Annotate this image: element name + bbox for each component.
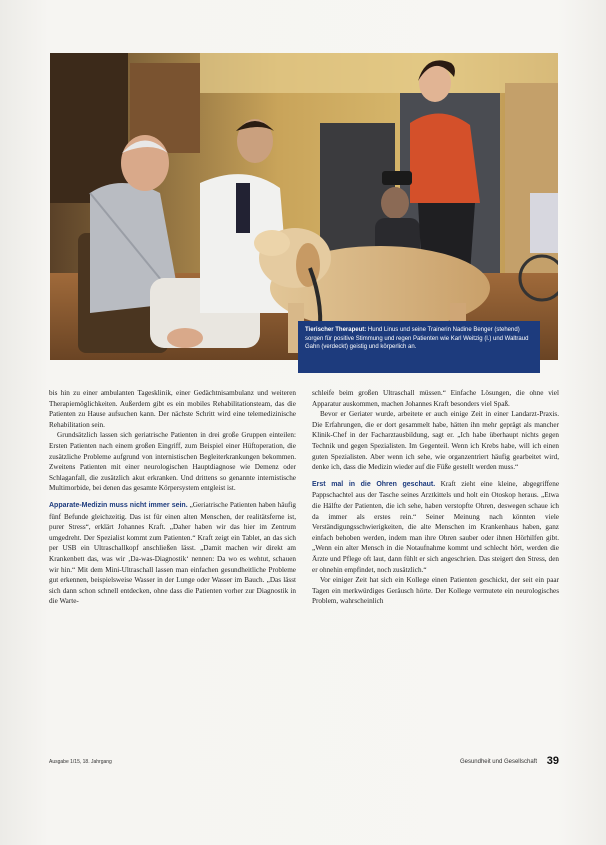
page-footer [49, 755, 559, 771]
page-number: 39 [546, 755, 559, 767]
paragraph: bis hin zu einer ambulanten Tagesklinik, einer Gedächtnisambulanz und weiteren Therapiemöglichkeiten. Außerdem gibt es ein mobiles Rehabilitationsteam, das die Patienten zu Hause aufsuchen kann. Der nächste Schritt wird eine telemedizinische Rehabilitation sein. [49, 389, 296, 429]
section-heading: Apparate-Medizin muss nicht immer sein. [49, 501, 188, 509]
section-heading: Erst mal in die Ohren geschaut. [312, 480, 436, 488]
issue-info: Ausgabe 1/15, 18. Jahrgang [49, 759, 112, 765]
caption-head: Tierischer Therapeut: [305, 327, 367, 333]
caption-text: Hund Linus und seine Trainerin Nadine Benger (stehend) sorgen für positive Stimmung und regen Patienten wie Karl Weitzig (l.) und Waltraud Gahn (verdeckt) geistig und körperlich an. [305, 327, 529, 351]
article-photo [50, 53, 558, 360]
paragraph: Grundsätzlich lassen sich geriatrische Patienten in drei große Gruppen einteilen: Ersten Patienten nach einem großen Eingriff, zum Beispiel einer Hüftoperation, die zusätzliche Probleme aufgrund von internistischen Begleiterkrankungen bekommen. Zweitens Patienten mit einer neurologischen Hauptdiagnose wie Demenz oder Schlaganfall, die zusätzlich akut erkranken. Und drittens so genannte internistische Multimorbide, bei denen das gesamte Körpersystem entgleist ist. [49, 431, 296, 493]
paragraph: Vor einiger Zeit hat sich ein Kollege einen Patienten geschickt, der seit ein paar Tagen ein merkwürdiges Geräusch hörte. Der Kollege vermutete ein neurologisches Problem, wahrscheinlich [312, 576, 559, 606]
paragraph: Bevor er Geriater wurde, arbeitete er auch einige Zeit in einer Landarzt-Praxis. Die Erfahrungen, die er dort gesammelt habe, hätten ihn mehr geprägt als mancher Klinik-Chef in der Facharztausbildung, sagt er. „Ich habe überhaupt nichts gegen Technik und gegen Spezialisten. Im Gegenteil. Wenn ich Krebs habe, will ich einen guten Spezialisten. Aber wenn ich sehe, wie organzentriert häufig gearbeitet wird, denke ich, dass die Medizin wieder auf die Füße gestellt werden muss.“ [312, 410, 559, 472]
section-rubric: Gesundheit und Gesellschaft [459, 759, 537, 765]
left-text-column [49, 388, 296, 607]
photo-illustration [50, 53, 558, 360]
section-text: „Geriatrische Patienten haben häufig fünf Befunde gleichzeitig. Das ist für einen alten Menschen, der realitätsferne ist, purer Stress“, erklärt Johannes Kraft. „Daher haben wir das hier im Zentrum umgedreht. Der Spezialist kommt zum Patienten.“ Kraft zeigt ein Tablet, an das sich per USB ein Ultraschallkopf anschließen lässt. „Damit machen wir direkt am Krankenbett das, was wir ‚Da-was-Diagnostik‘ nennen: Da wo es wehtut, schauen wir hin.“ Mit dem Mini-Ultraschall lassen man einfachen gesundheitliche Probleme gut erkennen, beispielsweise Wasser in der Lunge oder Wasser im Bauch. „Das lässt sich dann schon schnell entdecken, ohne dass die Patienten vorher zur Diagnostik in die Warte- [49, 500, 296, 606]
photo-caption [298, 321, 540, 373]
section-paragraph [312, 479, 559, 575]
right-text-column [312, 388, 559, 607]
section-text: Kraft zieht eine kleine, abgegriffene Pappschachtel aus der Tasche seines Arztkittels und holt ein Otoskop heraus. „Etwa die Hälfte der Patienten, die ich sehe, haben verstopfte Ohren, deswegen schaue ich da immer als erstes rein.“ Seiner Meinung nach könnten viele Verständigungsschwierigkeiten, die alte Menschen im Krankenhaus haben, ganz einfach behoben werden, indem man ihre Ohren sauber oder ihnen Hörhilfen gibt. „Wenn ein alter Mensch in die Notaufnahme kommt und schlecht hört, werden die Ärzte und Pflege oft laut, dann fühlt er sich angeschrien. Das steigert den Stress, den er ohnehin empfindet, noch zusätzlich.“ [312, 479, 560, 574]
paragraph: schleife beim großen Ultraschall müssen.“ Einfache Lösungen, die ohne viel Apparatur auskommen, machen Johannes Kraft besonders viel Spaß. [312, 389, 559, 408]
section-paragraph [49, 500, 296, 607]
